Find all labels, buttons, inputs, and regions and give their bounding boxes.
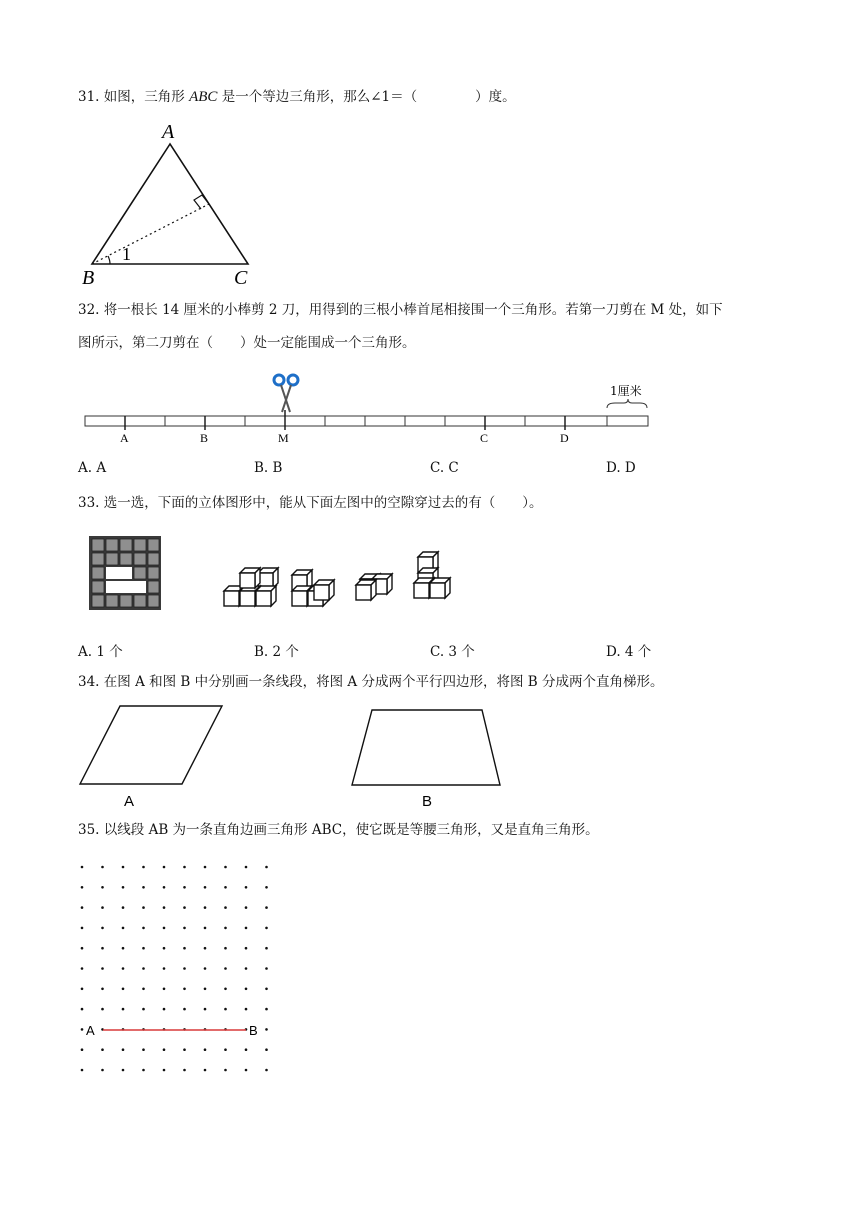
grid-dot (142, 866, 145, 869)
angle-1-label: 1 (122, 244, 131, 264)
grid-dot (81, 927, 84, 930)
grid-dot (142, 988, 145, 991)
question-32 (78, 300, 723, 320)
option-a[interactable]: A. 1 个 (78, 644, 123, 660)
grid-with-gap-figure (88, 535, 162, 611)
grid-dot (101, 988, 104, 991)
grid-dot (142, 947, 145, 950)
grid-dot (265, 1008, 268, 1011)
question-text: 以线段 AB 为一条直角边画三角形 ABC，使它既是等腰三角形，又是直角三角形。 (103, 822, 599, 838)
question-34 (78, 672, 663, 692)
unit-label: 1厘米 (610, 384, 642, 398)
grid-dot (183, 906, 186, 909)
grid-dot (183, 947, 186, 950)
grid-dot (265, 906, 268, 909)
grid-dot (224, 906, 227, 909)
grid-dot (81, 1069, 84, 1072)
grid-dot (142, 1048, 145, 1051)
grid-dot (245, 988, 248, 991)
grid-dot (204, 866, 207, 869)
grid-dot (224, 988, 227, 991)
grid-dot (245, 927, 248, 930)
unit-brace (607, 399, 647, 408)
grid-dot (204, 927, 207, 930)
grid-dot (163, 947, 166, 950)
vertex-label-b: B (82, 267, 95, 288)
grid-dot (224, 927, 227, 930)
question-33 (78, 493, 543, 513)
question-text: ）度。 (475, 89, 516, 105)
grid-dot (142, 886, 145, 889)
grid-dot (183, 967, 186, 970)
trapezoid (352, 710, 500, 785)
grid-dot (122, 1069, 125, 1072)
grid-dot (101, 866, 104, 869)
option-d[interactable]: D. D (606, 460, 636, 476)
grid-dot (183, 1008, 186, 1011)
grid-dot (163, 866, 166, 869)
grid-dot (101, 927, 104, 930)
solid-2 (292, 570, 334, 606)
question-35 (78, 820, 599, 840)
grid-dot (183, 866, 186, 869)
grid-dot (224, 1008, 227, 1011)
grid-dot (204, 886, 207, 889)
grid-dot (81, 1048, 84, 1051)
grid-dot (265, 866, 268, 869)
grid-dot (224, 866, 227, 869)
parallelogram (80, 706, 222, 784)
grid-dot (122, 967, 125, 970)
point-label-a: A (120, 431, 129, 445)
ruler-stick-figure (80, 370, 660, 445)
grid-dot (204, 1048, 207, 1051)
grid-dot (101, 967, 104, 970)
question-number: 32. (78, 302, 100, 318)
grid-dot (163, 927, 166, 930)
vertex-label-a: A (162, 121, 175, 143)
grid-dot (122, 866, 125, 869)
question-number: 35. (78, 822, 100, 838)
grid-dot (122, 947, 125, 950)
grid-dot (245, 1069, 248, 1072)
grid-dot (142, 967, 145, 970)
cube-solids-figure (222, 548, 458, 610)
trapezoid-b-figure (348, 700, 504, 812)
grid-dot (265, 967, 268, 970)
grid-dot (183, 988, 186, 991)
option-b[interactable]: B. B (254, 460, 283, 476)
grid-dot (245, 866, 248, 869)
question-text: 图所示，第二刀剪在（ ）处一定能围成一个三角形。 (78, 335, 416, 351)
question-number: 31. (78, 89, 100, 105)
question-number: 33. (78, 495, 100, 511)
point-label-c: C (480, 431, 489, 445)
grid-dot (122, 906, 125, 909)
option-d[interactable]: D. 4 个 (606, 644, 652, 660)
grid-dot (265, 1069, 268, 1072)
equilateral-triangle-figure (78, 118, 268, 288)
grid-dot (142, 906, 145, 909)
parallelogram-a-figure (76, 700, 228, 812)
grid-dot (101, 886, 104, 889)
grid-dot (224, 886, 227, 889)
altitude-dotted (92, 204, 209, 264)
grid-dot (245, 947, 248, 950)
grid-dot (204, 1008, 207, 1011)
triangle-name: ABC (189, 89, 218, 105)
grid-dot (245, 886, 248, 889)
grid-dot (183, 886, 186, 889)
grid-dot (204, 1069, 207, 1072)
question-text: 如图，三角形 (103, 89, 185, 105)
grid-dot (224, 1069, 227, 1072)
grid-dot (265, 947, 268, 950)
figure-label-b: B (422, 793, 433, 810)
vertex-label-c: C (234, 267, 248, 288)
scissors-icon (274, 375, 298, 412)
figure-label-a: A (124, 793, 135, 810)
grid-dot (101, 1008, 104, 1011)
grid-dot (163, 967, 166, 970)
grid-dot (122, 886, 125, 889)
grid-dot (142, 927, 145, 930)
grid-dot (81, 886, 84, 889)
grid-dot (204, 967, 207, 970)
grid-dot (224, 1048, 227, 1051)
grid-dot (81, 906, 84, 909)
grid-dot (245, 906, 248, 909)
solid-4 (414, 552, 450, 598)
grid-dot (163, 1008, 166, 1011)
triangle-abc (92, 144, 248, 264)
grid-dots (81, 866, 268, 1072)
grid-dot (142, 1069, 145, 1072)
question-text: 是一个等边三角形，那么∠1＝（ (221, 89, 418, 105)
grid-dot (183, 927, 186, 930)
grid-dot (101, 1069, 104, 1072)
grid-dot (245, 1008, 248, 1011)
point-label-d: D (560, 431, 569, 445)
grid-dot (245, 967, 248, 970)
grid-dot (163, 1048, 166, 1051)
angle-1-arc (108, 256, 110, 264)
grid-dot (224, 967, 227, 970)
grid-dot (122, 1048, 125, 1051)
option-c[interactable]: C. 3 个 (430, 644, 475, 660)
grid-dot (81, 866, 84, 869)
grid-dot (163, 906, 166, 909)
grid-dot (183, 1069, 186, 1072)
question-number: 34. (78, 674, 100, 690)
grid-dot (265, 927, 268, 930)
grid-dot (122, 988, 125, 991)
grid-dot (81, 1008, 84, 1011)
grid-dot (265, 988, 268, 991)
solid-1 (224, 568, 278, 606)
question-text: 在图 A 和图 B 中分别画一条线段，将图 A 分成两个平行四边形，将图 B 分成两个直角梯形。 (103, 674, 664, 690)
grid-dot (81, 1028, 84, 1031)
option-c[interactable]: C. C (430, 460, 459, 476)
solid-3 (356, 574, 392, 600)
grid-dot (163, 988, 166, 991)
grid-dot (163, 886, 166, 889)
grid-dot (265, 1028, 268, 1031)
grid-dot (101, 906, 104, 909)
question-text: 选一选，下面的立体图形中，能从下面左图中的空隙穿过去的有（ ）。 (103, 495, 543, 511)
grid-dot (101, 947, 104, 950)
option-a[interactable]: A. A (78, 460, 107, 476)
grid-dot (183, 1048, 186, 1051)
grid-dot (81, 988, 84, 991)
grid-dot (122, 927, 125, 930)
grid-dot (245, 1048, 248, 1051)
grid-dot (224, 947, 227, 950)
point-label-b: B (200, 431, 209, 445)
grid-dot (204, 906, 207, 909)
grid-dot (265, 886, 268, 889)
question-31 (78, 87, 516, 107)
grid-dot (122, 1008, 125, 1011)
grid-dot (81, 947, 84, 950)
grid-dot (204, 947, 207, 950)
grid-dot (101, 1048, 104, 1051)
point-label-a: A (86, 1023, 95, 1038)
grid-dot (163, 1069, 166, 1072)
right-angle-mark (194, 195, 209, 209)
grid-dot (142, 1008, 145, 1011)
grid-dot (265, 1048, 268, 1051)
question-text: 将一根长 14 厘米的小棒剪 2 刀，用得到的三根小棒首尾相接围一个三角形。若第一刀剪在 M 处，如下 (103, 302, 723, 318)
point-label-m: M (278, 431, 289, 445)
dot-grid[interactable] (70, 855, 280, 1085)
question-32-line2 (78, 333, 416, 353)
grid-dot (81, 967, 84, 970)
point-label-b: B (249, 1023, 258, 1038)
option-b[interactable]: B. 2 个 (254, 644, 299, 660)
stick (85, 416, 648, 426)
grid-dot (204, 988, 207, 991)
